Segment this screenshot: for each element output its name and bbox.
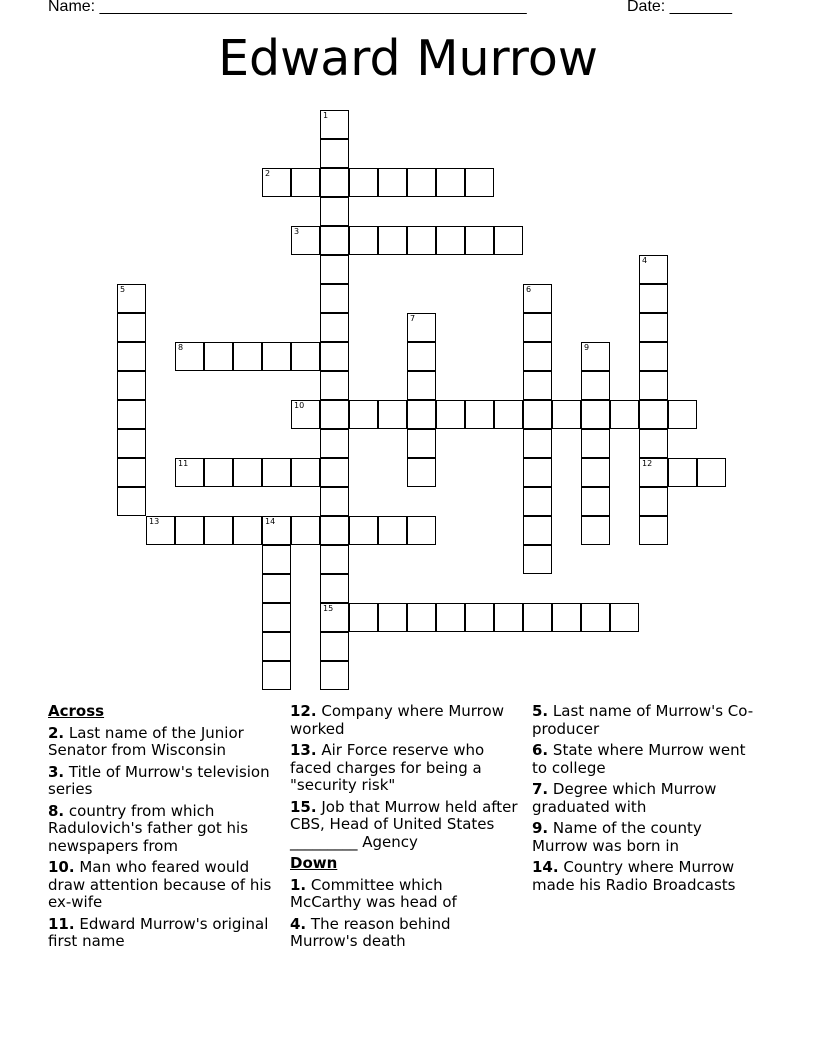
crossword-cell[interactable]	[262, 603, 291, 632]
cell-number: 11	[178, 459, 189, 468]
cell-number: 4	[642, 256, 648, 265]
crossword-cell[interactable]	[494, 603, 523, 632]
crossword-cell[interactable]	[668, 458, 697, 487]
crossword-cell[interactable]	[320, 342, 349, 371]
crossword-cell[interactable]	[407, 226, 436, 255]
clue-text: The reason behind Murrow's death	[290, 914, 451, 950]
crossword-cell[interactable]	[262, 516, 291, 545]
cell-number: 3	[294, 227, 300, 236]
crossword-cell[interactable]	[320, 545, 349, 574]
crossword-cell[interactable]	[523, 371, 552, 400]
cell-number: 13	[149, 517, 160, 526]
crossword-cell[interactable]	[320, 197, 349, 226]
crossword-cell[interactable]	[117, 313, 146, 342]
clue-number: 11.	[48, 914, 75, 933]
crossword-cell[interactable]	[407, 168, 436, 197]
clue-number: 6.	[532, 741, 549, 759]
crossword-cell[interactable]	[117, 342, 146, 371]
crossword-cell[interactable]	[581, 371, 610, 400]
crossword-cell[interactable]	[349, 603, 378, 632]
page-title: Edward Murrow	[218, 30, 598, 87]
down-clue	[532, 703, 760, 738]
clue-text: Country where Murrow made his Radio Broadcasts	[532, 858, 736, 894]
cell-number: 6	[526, 285, 532, 294]
across-heading: Across	[48, 702, 105, 720]
clue-number: 12.	[290, 702, 317, 720]
cell-number: 7	[410, 314, 416, 323]
clue-text: Air Force reserve who faced charges for being a "security risk"	[290, 741, 485, 794]
across-clue	[290, 799, 518, 852]
clue-number: 14.	[532, 858, 559, 876]
cell-number: 12	[642, 459, 653, 468]
crossword-cell[interactable]	[378, 168, 407, 197]
cell-number: 10	[294, 401, 305, 410]
clue-text: Name of the county Murrow was born in	[532, 819, 702, 855]
crossword-cell[interactable]	[117, 400, 146, 429]
crossword-cell[interactable]	[407, 603, 436, 632]
crossword-cell[interactable]	[320, 313, 349, 342]
crossword-cell[interactable]	[320, 110, 349, 139]
crossword-cell[interactable]	[465, 168, 494, 197]
across-clue	[290, 742, 518, 795]
crossword-cell[interactable]	[204, 516, 233, 545]
clue-column-1	[48, 703, 276, 955]
crossword-cell[interactable]	[523, 400, 552, 429]
crossword-cell[interactable]	[320, 574, 349, 603]
crossword-cell[interactable]	[494, 400, 523, 429]
crossword-cell[interactable]	[175, 458, 204, 487]
clue-text: Last name of Murrow's Co-producer	[532, 702, 754, 738]
crossword-cell[interactable]	[523, 458, 552, 487]
cell-number: 1	[323, 111, 329, 120]
crossword-cell[interactable]	[320, 139, 349, 168]
clue-number: 13.	[290, 741, 317, 759]
clue-text: Last name of the Junior Senator from Wisconsin	[48, 723, 244, 759]
crossword-cell[interactable]	[407, 371, 436, 400]
down-clue	[532, 742, 760, 777]
crossword-cell[interactable]	[494, 226, 523, 255]
crossword-cell[interactable]	[349, 400, 378, 429]
crossword-cell[interactable]	[320, 603, 349, 632]
crossword-cell[interactable]	[291, 342, 320, 371]
crossword-cell[interactable]	[291, 400, 320, 429]
crossword-cell[interactable]	[639, 255, 668, 284]
crossword-cell[interactable]	[378, 603, 407, 632]
crossword-cell[interactable]	[523, 429, 552, 458]
crossword-cell[interactable]	[262, 545, 291, 574]
crossword-cell[interactable]	[175, 516, 204, 545]
crossword-cell[interactable]	[291, 168, 320, 197]
crossword-cell[interactable]	[204, 458, 233, 487]
crossword-cell[interactable]	[320, 661, 349, 690]
crossword-cell[interactable]	[407, 400, 436, 429]
crossword-cell[interactable]	[581, 516, 610, 545]
crossword-cell[interactable]	[117, 458, 146, 487]
crossword-cell[interactable]	[320, 255, 349, 284]
across-clue	[48, 725, 276, 760]
crossword-cell[interactable]	[552, 603, 581, 632]
crossword-cell[interactable]	[523, 545, 552, 574]
crossword-cell[interactable]	[407, 458, 436, 487]
crossword-cell[interactable]	[523, 313, 552, 342]
crossword-cell[interactable]	[233, 516, 262, 545]
crossword-cell[interactable]	[610, 400, 639, 429]
crossword-cell[interactable]	[204, 342, 233, 371]
crossword-cell[interactable]	[320, 632, 349, 661]
crossword-cell[interactable]	[581, 429, 610, 458]
crossword-cell[interactable]	[262, 458, 291, 487]
clue-number: 8.	[48, 801, 65, 820]
crossword-cell[interactable]	[407, 342, 436, 371]
crossword-cell[interactable]	[233, 458, 262, 487]
crossword-cell[interactable]	[581, 603, 610, 632]
crossword-cell[interactable]	[668, 400, 697, 429]
cell-number: 5	[120, 285, 126, 294]
clue-number: 5.	[532, 702, 549, 720]
crossword-cell[interactable]	[523, 603, 552, 632]
crossword-cell[interactable]	[233, 342, 262, 371]
crossword-cell[interactable]	[262, 168, 291, 197]
clue-text: Degree which Murrow graduated with	[532, 780, 717, 816]
crossword-cell[interactable]	[465, 226, 494, 255]
crossword-cell[interactable]	[407, 313, 436, 342]
crossword-cell[interactable]	[581, 458, 610, 487]
crossword-cell[interactable]	[697, 458, 726, 487]
crossword-cell[interactable]	[117, 284, 146, 313]
across-clue	[48, 803, 276, 856]
crossword-cell[interactable]	[320, 429, 349, 458]
crossword-cell[interactable]	[465, 603, 494, 632]
down-clue	[290, 877, 518, 912]
crossword-cell[interactable]	[146, 516, 175, 545]
crossword-cell[interactable]	[581, 400, 610, 429]
clue-column-2	[290, 703, 518, 955]
crossword-cell[interactable]	[523, 487, 552, 516]
clue-number: 9.	[532, 819, 549, 837]
crossword-cell[interactable]	[581, 342, 610, 371]
down-clue	[532, 859, 760, 894]
across-clue	[290, 703, 518, 738]
cell-number: 8	[178, 343, 184, 352]
crossword-cell[interactable]	[349, 168, 378, 197]
crossword-cell[interactable]	[407, 429, 436, 458]
clue-text: Man who feared would draw attention because of his ex-wife	[48, 858, 272, 911]
crossword-cell[interactable]	[349, 516, 378, 545]
clue-text: Company where Murrow worked	[290, 702, 504, 738]
crossword-cell[interactable]	[610, 603, 639, 632]
down-clue	[532, 781, 760, 816]
cell-number: 2	[265, 169, 271, 178]
across-clue	[48, 764, 276, 799]
clue-number: 7.	[532, 780, 549, 798]
clue-number: 10.	[48, 858, 75, 876]
clue-number: 4.	[290, 914, 307, 933]
crossword-cell[interactable]	[117, 371, 146, 400]
clue-number: 1.	[290, 875, 307, 894]
crossword-cell[interactable]	[639, 458, 668, 487]
clue-number: 15.	[290, 797, 317, 816]
crossword-cell[interactable]	[117, 487, 146, 516]
crossword-cell[interactable]	[639, 284, 668, 313]
crossword-cell[interactable]	[320, 487, 349, 516]
crossword-cell[interactable]	[291, 516, 320, 545]
crossword-cell[interactable]	[320, 226, 349, 255]
crossword-cell[interactable]	[320, 168, 349, 197]
crossword-cell[interactable]	[117, 429, 146, 458]
crossword-cell[interactable]	[378, 226, 407, 255]
crossword-cell[interactable]	[320, 458, 349, 487]
crossword-cell[interactable]	[320, 400, 349, 429]
crossword-cell[interactable]	[378, 516, 407, 545]
crossword-cell[interactable]	[378, 400, 407, 429]
crossword-cell[interactable]	[320, 516, 349, 545]
clue-text: State where Murrow went to college	[532, 741, 746, 777]
cell-number: 15	[323, 604, 334, 613]
crossword-cell[interactable]	[639, 342, 668, 371]
crossword-cell[interactable]	[436, 226, 465, 255]
down-clue	[290, 916, 518, 951]
crossword-cell[interactable]	[436, 400, 465, 429]
crossword-cell[interactable]	[262, 342, 291, 371]
crossword-cell[interactable]	[291, 226, 320, 255]
crossword-cell[interactable]	[523, 342, 552, 371]
clue-column-3	[532, 703, 760, 898]
clue-number: 3.	[48, 762, 65, 781]
clue-text: Title of Murrow's television series	[48, 762, 270, 798]
crossword-cell[interactable]	[639, 487, 668, 516]
crossword-cell[interactable]	[262, 661, 291, 690]
crossword-cell[interactable]	[349, 226, 378, 255]
crossword-cell[interactable]	[523, 284, 552, 313]
crossword-cell[interactable]	[262, 632, 291, 661]
crossword-cell[interactable]	[639, 371, 668, 400]
crossword-cell[interactable]	[320, 284, 349, 313]
crossword-cell[interactable]	[639, 313, 668, 342]
crossword-cell[interactable]	[320, 371, 349, 400]
name-field-label: Name: ________________________________________________	[48, 0, 527, 15]
crossword-cell[interactable]	[291, 458, 320, 487]
crossword-cell[interactable]	[639, 400, 668, 429]
clue-number: 2.	[48, 723, 65, 742]
across-clue	[48, 859, 276, 912]
crossword-cell[interactable]	[175, 342, 204, 371]
clue-text: country from which Radulovich's father got his newspapers from	[48, 801, 249, 855]
down-clue	[532, 820, 760, 855]
clue-text: Job that Murrow held after CBS, Head of United States _________ Agency	[290, 797, 518, 851]
cell-number: 9	[584, 343, 590, 352]
across-clue	[48, 916, 276, 951]
crossword-cell[interactable]	[581, 487, 610, 516]
crossword-cell[interactable]	[552, 400, 581, 429]
date-field-label: Date: _______	[627, 0, 732, 15]
crossword-cell[interactable]	[639, 429, 668, 458]
crossword-cell[interactable]	[407, 516, 436, 545]
crossword-cell[interactable]	[262, 574, 291, 603]
crossword-cell[interactable]	[436, 168, 465, 197]
clue-text: Committee which McCarthy was head of	[290, 875, 457, 911]
crossword-cell[interactable]	[523, 516, 552, 545]
crossword-cell[interactable]	[639, 516, 668, 545]
cell-number: 14	[265, 517, 276, 526]
clue-text: Edward Murrow's original first name	[48, 914, 269, 950]
crossword-cell[interactable]	[465, 400, 494, 429]
down-heading: Down	[290, 854, 338, 872]
crossword-cell[interactable]	[436, 603, 465, 632]
